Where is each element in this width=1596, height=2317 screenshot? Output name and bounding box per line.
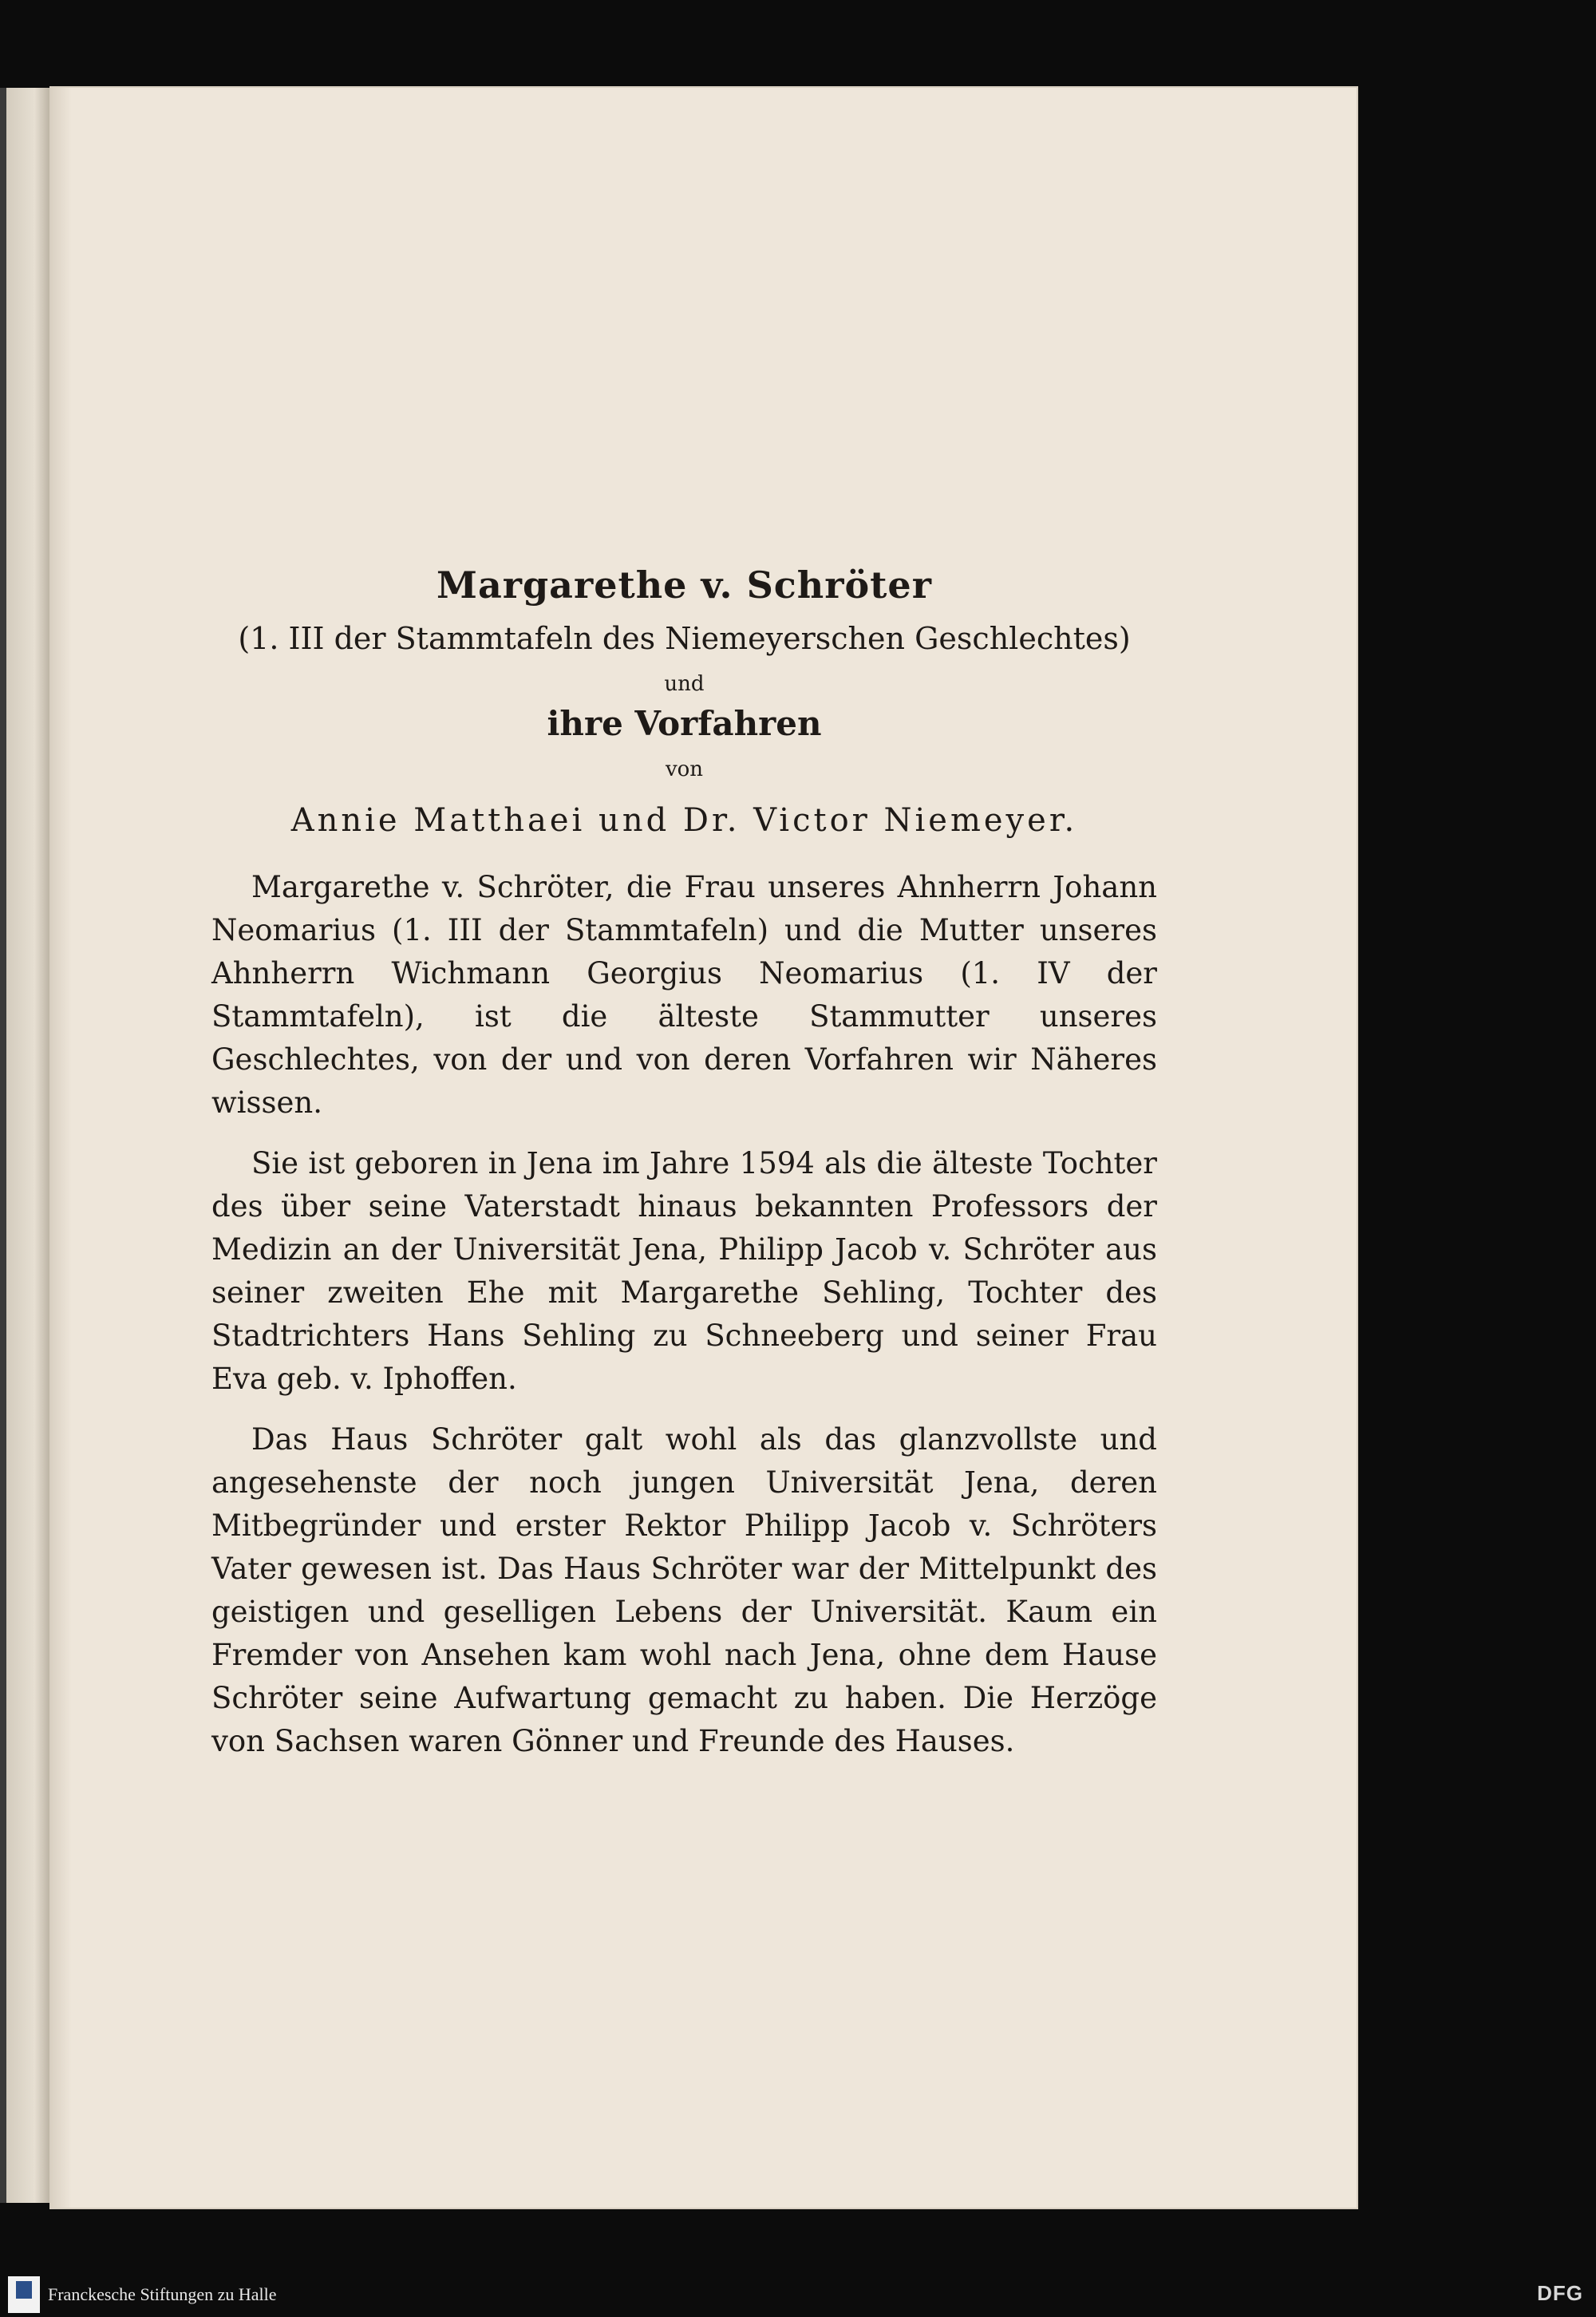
secondary-heading: ihre Vorfahren (547, 703, 822, 743)
paragraph-2: Sie ist geboren in Jena im Jahre 1594 als die älteste Tochter des über seine Vaterstadt hinaus bekannten Professors der Medizin an der Universität Jena, Philipp Jacob v. Schröter aus seiner zweiten Ehe mit Margarethe Sehling, Tochter des Stadtrichters Hans Sehling zu Schneeberg und seiner Frau Eva geb. v. Iphoffen. (211, 1145, 1157, 1396)
institution-logo-icon (8, 2276, 40, 2313)
document-title: Margarethe v. Schröter (437, 563, 932, 607)
document-subtitle: (1. III der Stammtafeln des Niemeyerschen Geschlechtes) (238, 621, 1131, 656)
paragraph-1: Margarethe v. Schröter, die Frau unseres Ahnherrn Johann Neomarius (1. III der Stammtafeln) und die Mutter unseres Ahnherrn Wichmann Georgius Neomarius (1. IV der Stammtafeln), ist die älteste Stammutter unseres Geschlechtes, von der und von deren Vorfahren wir Näheres wissen. (211, 869, 1157, 1120)
dfg-logo: DFG (1537, 2281, 1583, 2305)
connector-text: und (664, 671, 705, 696)
page-gutter (49, 86, 72, 2209)
page-shadow (0, 88, 6, 2203)
page-content (211, 559, 1157, 1763)
paragraph-3: Das Haus Schröter galt wohl als das glanzvollste und angesehenste der noch jungen Universität Jena, deren Mitbegründer und erster Rektor Philipp Jacob v. Schröters Vater gewesen ist. Das Haus Schröter war der Mittelpunkt des geistigen und geselligen Lebens der Universität. Kaum ein Fremder von Ansehen kam wohl nach Jena, ohne dem Hause Schröter seine Aufwartung gemacht zu haben. Die Herzöge von Sachsen waren Gönner und Freunde des Hauses. (211, 1421, 1157, 1758)
previous-page-edge (0, 88, 49, 2203)
authors-line: Annie Matthaei und Dr. Victor Niemeyer. (290, 801, 1078, 839)
by-text: von (665, 757, 704, 781)
institution-name: Franckesche Stiftungen zu Halle (48, 2284, 277, 2304)
